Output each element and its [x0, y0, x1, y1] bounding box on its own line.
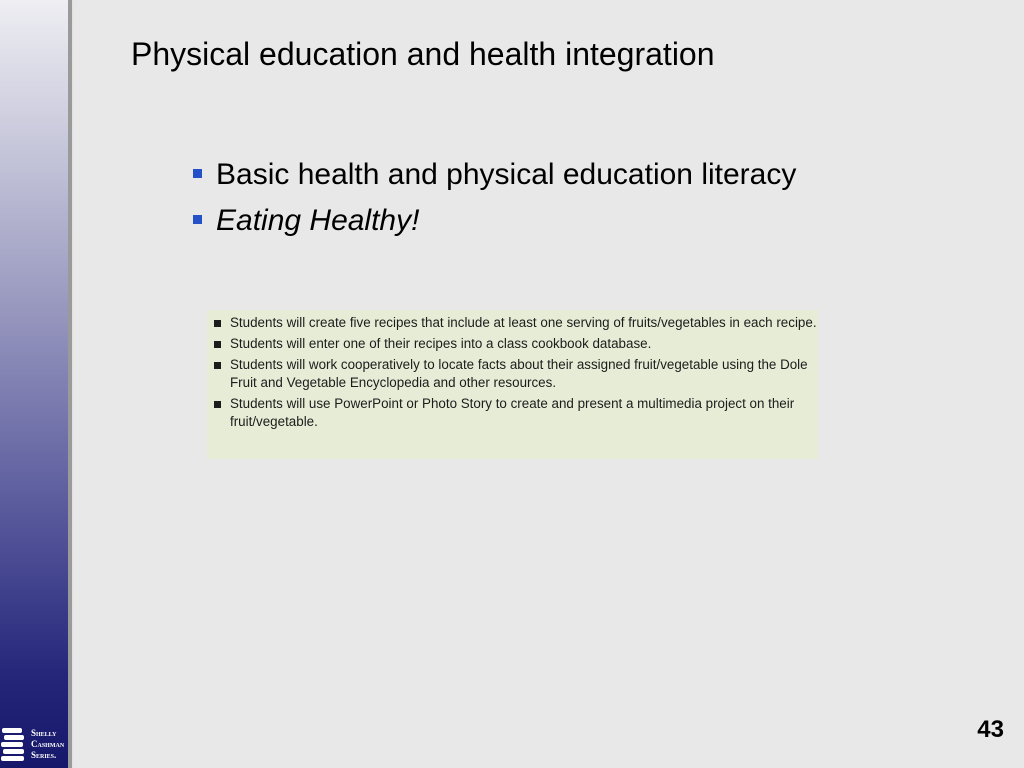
bullet-square-icon — [193, 169, 202, 178]
objectives-list — [207, 310, 818, 431]
logo-line: Series. — [31, 750, 57, 760]
square-bullet-icon — [214, 401, 221, 408]
bullet-text: Basic health and physical education literacy — [216, 158, 797, 191]
objective-text: Students will use PowerPoint or Photo Story to create and present a multimedia project on their fruit/vegetable. — [230, 396, 795, 429]
sidebar-bar — [0, 0, 68, 768]
bullet-square-icon — [193, 215, 202, 224]
bullet-item — [191, 152, 796, 198]
bullet-text: Eating Healthy! — [216, 204, 420, 237]
slide-title: Physical education and health integration — [131, 36, 715, 72]
logo-line: Shelly — [31, 728, 57, 738]
objective-item — [207, 335, 818, 353]
objectives-image — [207, 310, 818, 459]
page-number: 43 — [977, 716, 1004, 743]
square-bullet-icon — [214, 341, 221, 348]
book-stack-icon — [0, 726, 28, 764]
objective-item — [207, 395, 818, 431]
objective-item — [207, 314, 818, 332]
series-logo — [0, 722, 70, 766]
square-bullet-icon — [214, 320, 221, 327]
bullet-list — [191, 152, 796, 244]
objective-item — [207, 356, 818, 392]
objective-text: Students will work cooperatively to locate facts about their assigned fruit/vegetable using the Dole Fruit and Vegetable Encyclopedia and other resources. — [230, 357, 808, 390]
sidebar-edge — [68, 0, 72, 768]
logo-line: Cashman — [31, 739, 65, 749]
logo-text — [31, 728, 64, 761]
square-bullet-icon — [214, 362, 221, 369]
objective-text: Students will enter one of their recipes into a class cookbook database. — [230, 336, 652, 351]
objective-text: Students will create five recipes that include at least one serving of fruits/vegetables in each recipe. — [230, 315, 817, 330]
bullet-item — [191, 198, 796, 244]
